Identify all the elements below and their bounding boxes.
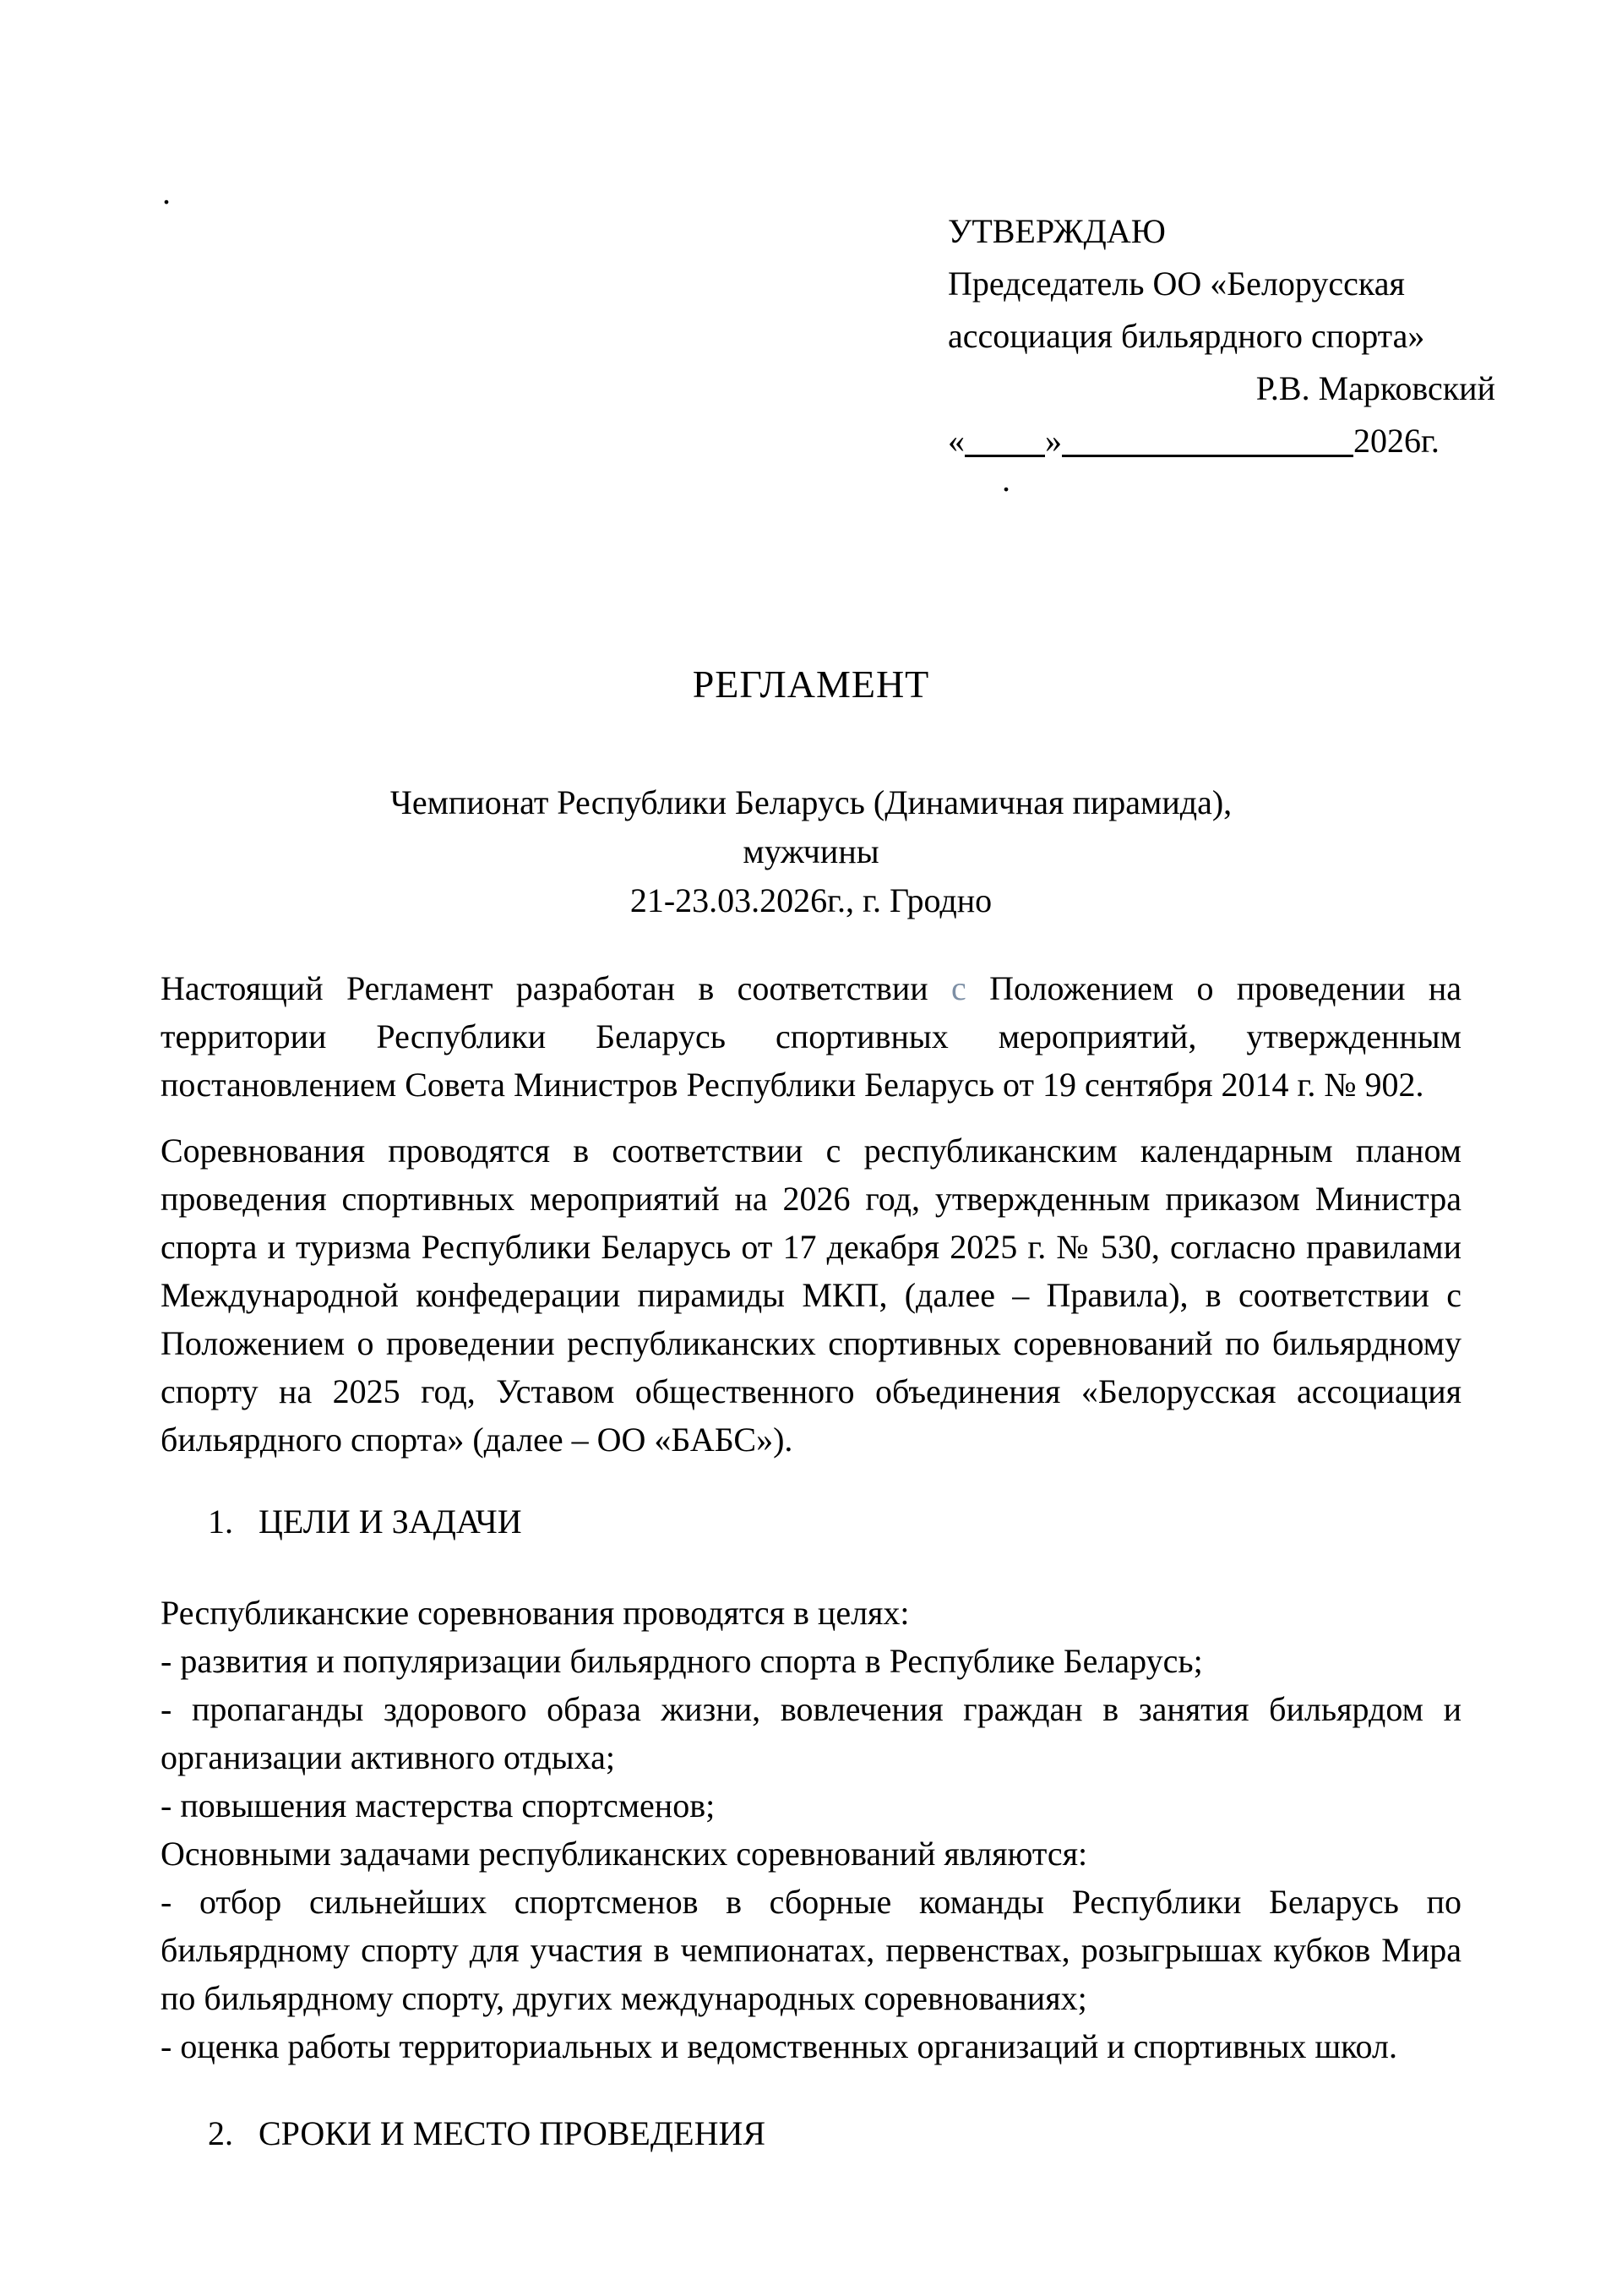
subtitle-event-line: Чемпионат Республики Беларусь (Динамичная пирамида),	[389, 783, 1233, 821]
stray-dot-under-approval: .	[1002, 461, 1010, 499]
approval-signer-name: Р.В. Марковский	[1255, 369, 1495, 407]
tasks-intro-line: Основными задачами республиканских соревнований являются:	[161, 1835, 1088, 1873]
approval-org-line-2: ассоциация бильярдного спорта»	[948, 317, 1425, 355]
subtitle-date-place-line: 21-23.03.2026г., г. Гродно	[629, 881, 993, 919]
goals-intro-line: Республиканские соревнования проводятся в целях:	[161, 1594, 910, 1632]
document-title: РЕГЛАМЕНТ	[692, 663, 930, 706]
section-1-title: ЦЕЛИ И ЗАДАЧИ	[259, 1502, 522, 1541]
document-subtitle	[161, 778, 1461, 925]
date-open-quote: «	[948, 422, 965, 460]
stray-dot-top-left: .	[162, 173, 171, 211]
intro-paragraph-2: Соревнования проводятся в соответствии с республиканским календарным планом проведения спортивных мероприятий на 2026 год, утвержденным приказом Министра спорта и туризма Республики Беларусь от 17 декабря 2025 г. № 530, согласно правилами Международной конфедерации пирамиды МКП, (далее – Правила), в соответствии с Положением о проведении республиканских спортивных соревнований по бильярдному спорту на 2025 год, Уставом общественного объединения «Белорусская ассоциация бильярдного спорта» (далее – ОО «БАБС»).	[161, 1132, 1461, 1459]
date-month-blank-line	[1062, 426, 1353, 457]
date-year: 2026г.	[1353, 422, 1440, 460]
p1-colored-letter: с	[951, 969, 966, 1007]
section-1-content	[161, 1589, 1461, 2070]
section-2-heading	[161, 2109, 1461, 2158]
p1-text-before: Настоящий Регламент разработан в соответствии	[161, 969, 952, 1007]
section-1-number: 1.	[208, 1502, 233, 1541]
task-item-selection: - отбор сильнейших спортсменов в сборные команды Республики Беларусь по бильярдному спорту для участия в чемпионатах, первенствах, розыгрышах кубков Мира по бильярдному спорту, других международных соревнованиях;	[161, 1883, 1461, 2017]
task-item-evaluation: - оценка работы территориальных и ведомственных организаций и спортивных школ.	[161, 2027, 1397, 2065]
goal-item-mastery: - повышения мастерства спортсменов;	[161, 1786, 716, 1824]
subtitle-gender-line: мужчины	[743, 832, 879, 870]
section-2-number: 2.	[208, 2114, 233, 2152]
date-close-quote: »	[1045, 422, 1062, 460]
approval-org-line-1: Председатель ОО «Белорусская	[948, 265, 1405, 303]
goal-item-development: - развития и популяризации бильярдного спорта в Республике Беларусь;	[161, 1642, 1203, 1680]
section-2-title: СРОКИ И МЕСТО ПРОВЕДЕНИЯ	[259, 2114, 766, 2152]
goal-item-healthy-lifestyle: - пропаганды здорового образа жизни, вовлечения граждан в занятия бильярдом и организации активного отдыха;	[161, 1690, 1461, 1776]
p1-text-after: Положением о проведении на территории Республики Беларусь спортивных мероприятий, утвержденным постановлением Совета Министров Республики Беларусь от 19 сентября 2014 г. № 902.	[161, 969, 1461, 1104]
approval-block	[948, 205, 1495, 467]
date-day-blank-line	[965, 426, 1045, 457]
intro-paragraph-1	[161, 964, 1461, 1109]
section-1-heading	[161, 1497, 1461, 1546]
approval-word: УТВЕРЖДАЮ	[948, 212, 1166, 250]
approval-date-line	[948, 415, 1495, 467]
